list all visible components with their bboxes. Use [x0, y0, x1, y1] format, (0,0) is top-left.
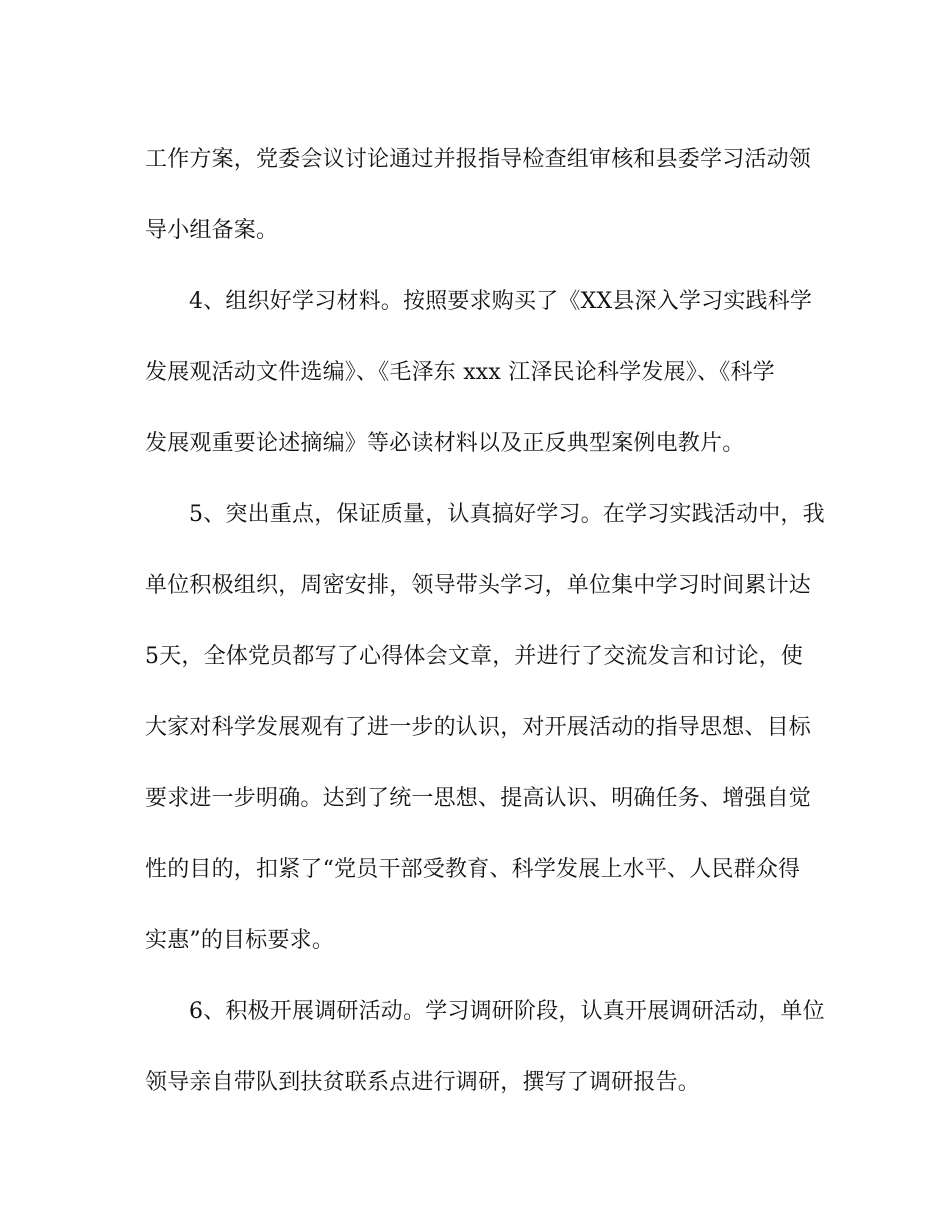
text-line: 性的目的，扣紧了“党员干部受教育、科学发展上水平、人民群众得: [145, 857, 801, 882]
text-line: 单位积极组织，周密安排，领导带头学习，单位集中学习时间累计达: [145, 573, 812, 598]
text-line: 实惠”的目标要求。: [145, 928, 335, 953]
text-line: 导小组备案。: [145, 218, 279, 243]
paragraph-start-line: 4、组织好学习材料。按照要求购买了《XX县深入学习实践科学: [189, 289, 813, 314]
text-line: 大家对科学发展观有了进一步的认识，对开展活动的指导思想、目标: [145, 715, 812, 740]
text-line: 发展观重要论述摘编》等必读材料以及正反典型案例电教片。: [145, 431, 745, 456]
paragraph-start-line: 5、突出重点，保证质量，认真搞好学习。在学习实践活动中，我: [189, 502, 825, 527]
text-line: 工作方案，党委会议讨论通过并报指导检查组审核和县委学习活动领: [145, 147, 812, 172]
text-line: 5天，全体党员都写了心得体会文章，并进行了交流发言和讨论，使: [145, 644, 803, 669]
text-line: 发展观活动文件选编》、《毛泽东 xxx 江泽民论科学发展》、《科学: [145, 360, 775, 385]
paragraph-start-line: 6、积极开展调研活动。学习调研阶段，认真开展调研活动，单位: [189, 999, 825, 1024]
text-line: 要求进一步明确。达到了统一思想、提高认识、明确任务、增强自觉: [145, 786, 812, 811]
text-line: 领导亲自带队到扶贫联系点进行调研，撰写了调研报告。: [145, 1070, 701, 1095]
